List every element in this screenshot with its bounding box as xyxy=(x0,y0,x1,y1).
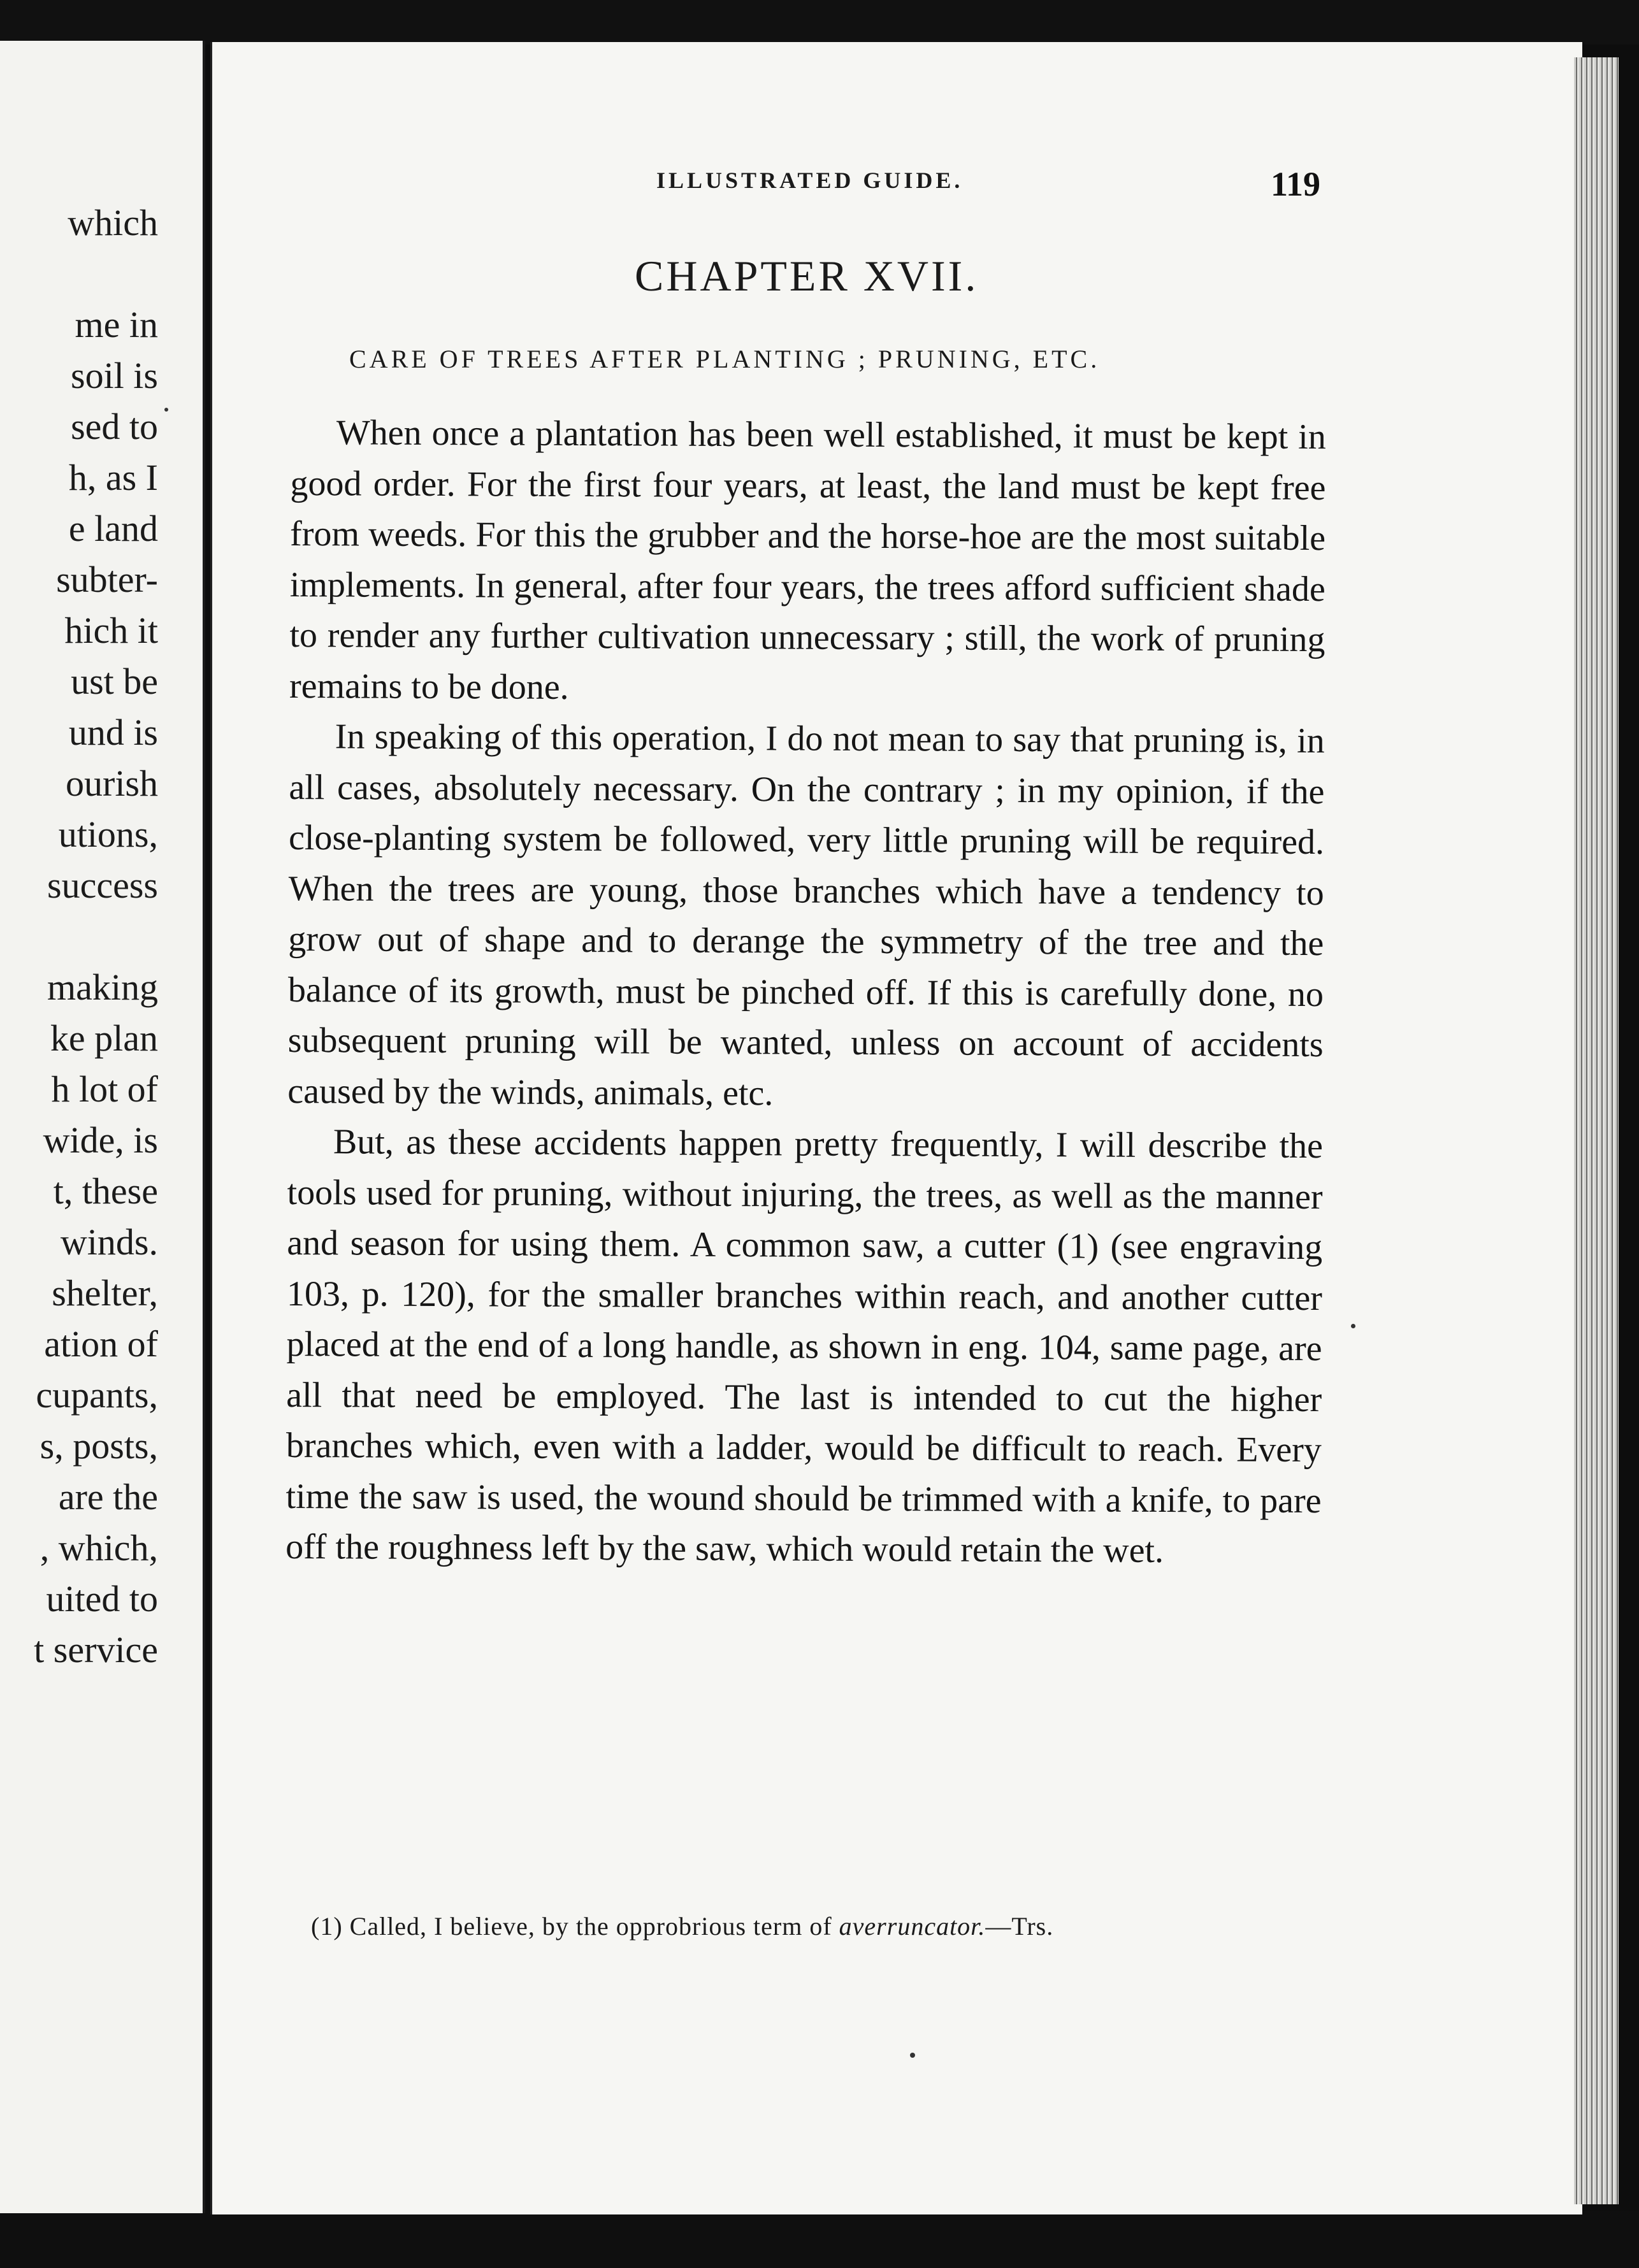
scan-speck xyxy=(1351,1324,1355,1328)
left-page-line: uited to xyxy=(46,1578,158,1619)
left-page-line: t service xyxy=(34,1629,158,1670)
left-page-line: winds. xyxy=(60,1221,158,1263)
scan-border-bottom xyxy=(0,2211,1639,2268)
footnote-suffix: —Trs. xyxy=(985,1912,1054,1941)
body-text xyxy=(285,408,1326,1577)
left-page-line: soil is xyxy=(71,355,158,396)
footnote-text: Called, I believe, by the opprobrious term of xyxy=(349,1912,832,1941)
left-page-line: success xyxy=(47,865,158,906)
paragraph-1: When once a plantation has been well established, it must be kept in good order. For the first four years, at least, the land must be kept free from weeds. For this the grubber and the horse-hoe are the most suitable implements. In general, after four years, the trees afford sufficient shade to render any further cultivation unnecessary ; still, the work of pruning remains to be done. xyxy=(289,413,1326,707)
left-page-line: sed to xyxy=(71,406,158,447)
left-page-line: cupants, xyxy=(36,1374,158,1416)
left-page-line: utions, xyxy=(58,814,158,855)
left-page-line: h lot of xyxy=(51,1068,158,1110)
paragraph-3: But, as these accidents happen pretty frequently, I will describe the tools used for pruning, without injuring, the trees, as well as the manner and season for using them. A common saw, a cutter (1) (see engraving 103, p. 120), for the smaller branches within reach, and another cutter placed at the end of a long handle, as shown in eng. 104, same page, are all that need be employed. The last is intended to cut the higher branches which, even with a ladder, would be difficult to reach. Every time the saw is used, the wound should be trimmed with a knife, to pare off the roughness left by the saw, which would retain the wet. xyxy=(285,1122,1324,1570)
left-page-line: are the xyxy=(58,1476,158,1518)
left-page-line: wide, is xyxy=(43,1119,158,1161)
running-title: ILLUSTRATED GUIDE. xyxy=(656,168,964,193)
footnote xyxy=(311,1911,1318,1941)
section-heading: CARE OF TREES AFTER PLANTING ; PRUNING, ETC. xyxy=(349,345,1101,373)
book-page-edges xyxy=(1574,57,1619,2204)
left-page-line: subter- xyxy=(56,559,158,600)
left-page-line: ke plan xyxy=(50,1017,158,1059)
paragraph-2: In speaking of this operation, I do not mean to say that pruning is, in all cases, absolutely necessary. On the contrary ; in my opinion, if the close-planting system be followed, very little pruning will be required. When the trees are young, those branches which have a tendency to grow out of shape and to derange the symmetry of the tree and the balance of its growth, must be pinched off. If this is carefully done, no subsequent pruning will be wanted, unless on account of accidents caused by the winds, animals, etc. xyxy=(287,717,1325,1113)
scan-border-top xyxy=(0,0,1639,45)
left-page-line: h, as I xyxy=(68,457,158,498)
left-page-line: ust be xyxy=(71,661,158,702)
page-number: 119 xyxy=(1271,165,1321,203)
left-page-line: hich it xyxy=(64,610,158,651)
scan-speck xyxy=(164,408,168,412)
left-page-line: s, posts, xyxy=(40,1425,158,1467)
scan-speck xyxy=(910,2053,915,2058)
left-page-line: t, these xyxy=(53,1170,158,1212)
left-facing-page xyxy=(0,41,205,2213)
left-page-line: ation of xyxy=(44,1323,158,1365)
left-page-line: ourish xyxy=(66,763,158,804)
left-page-line: e land xyxy=(68,508,158,549)
footnote-marker: (1) xyxy=(311,1912,343,1941)
left-page-line: me in xyxy=(75,304,158,345)
footnote-term: averruncator. xyxy=(839,1912,986,1941)
left-page-line: which xyxy=(68,202,158,243)
left-page-line: making xyxy=(47,966,158,1008)
left-page-line: shelter, xyxy=(52,1272,158,1314)
chapter-title: CHAPTER XVII. xyxy=(635,252,979,300)
left-page-line: und is xyxy=(68,712,158,753)
left-page-line: , which, xyxy=(40,1527,158,1568)
